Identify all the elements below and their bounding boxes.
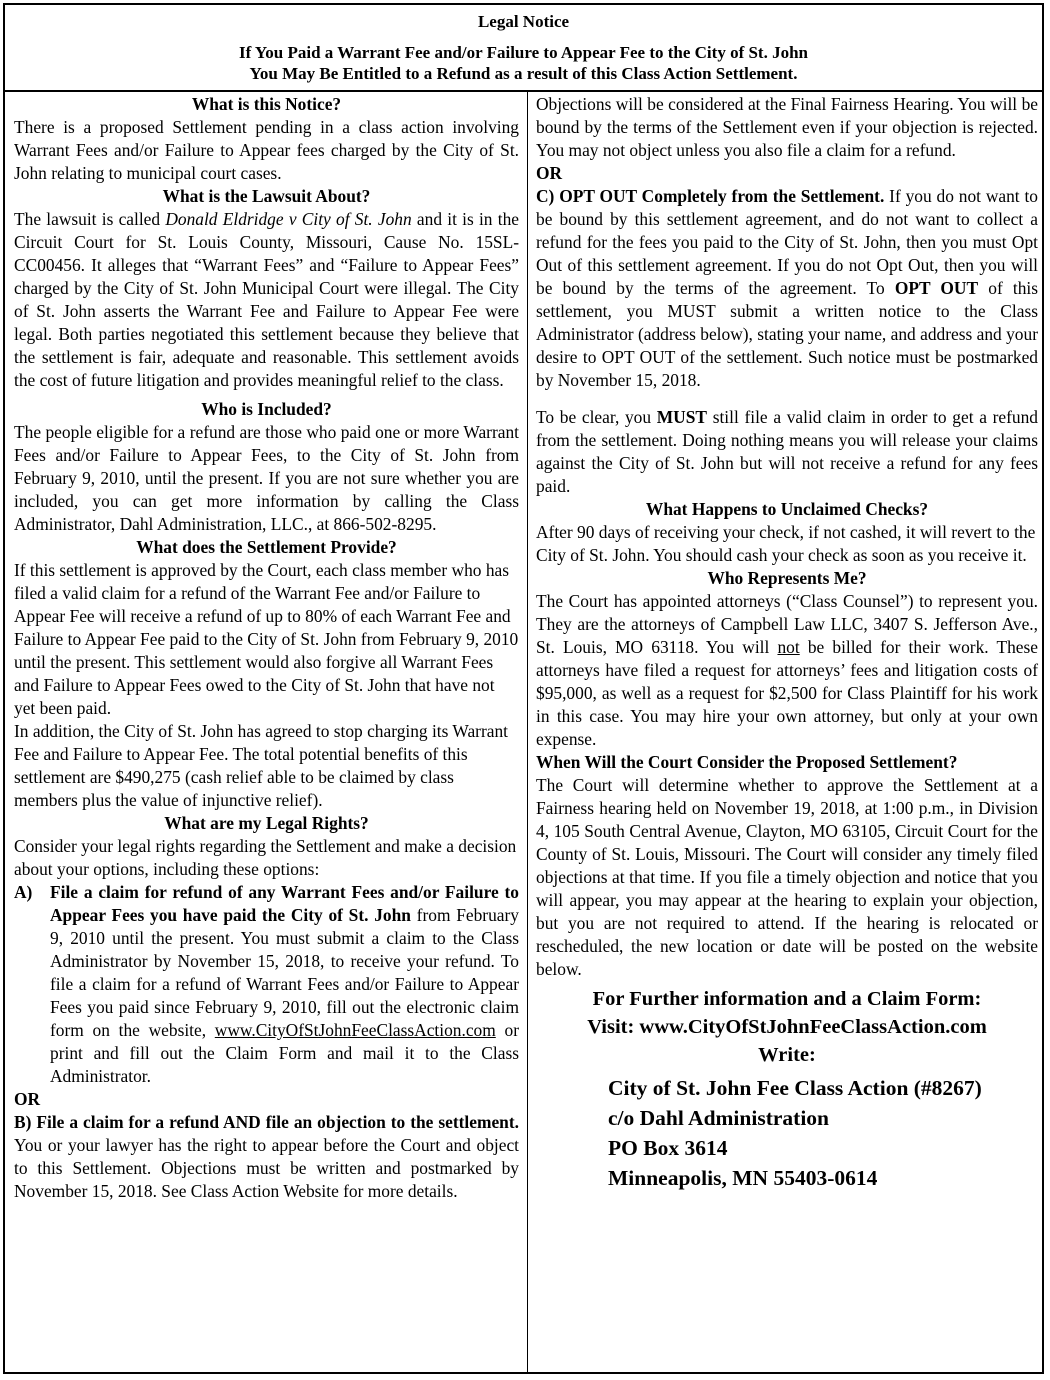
hearing-body: The Court will determine whether to approve the Settlement at a Fairness hearing held on November 19, 2018, at 1:00 p.m., in Division 4, 105 South Central Avenue, Clayton, MO 63105, Circuit Court for the County of St. Louis, Missouri. The Court will consider any timely filed objections at that time. If you file a timely objection and notice that you will appear, you may appear at the hearing to explain your objection, but you are not required to attend. If the hearing is relocated or rescheduled, the new location or date will be posted on the website below. [536,775,1038,979]
lawsuit-body [14,208,519,392]
section-heading-hearing: When Will the Court Consider the Proposed Settlement? [536,752,958,772]
option-a-bold: File a claim for refund of any Warrant Fees and/or Failure to Appear Fees you have paid the City of St. John [50,882,519,925]
address-line-1: City of St. John Fee Class Action (#8267) [608,1076,982,1100]
option-a-label: A) [14,882,33,902]
section-heading-what-is: What is this Notice? [191,94,342,114]
contact-block [536,985,1038,1069]
opt-out-bold: OPT OUT [894,278,979,298]
lawsuit-intro: The lawsuit is called [14,209,166,229]
notice-header [5,5,1042,84]
contact-line-write: Write: [758,1044,816,1066]
option-b [14,1111,519,1203]
represents-body: The Court has appointed attorneys (“Class Counsel”) to represent you. They are the attorneys of Campbell Law LLC, 3407 S. Jefferson Ave., St. Louis, MO 63118. You will not be billed for their work. These attorneys have filed a request for attorneys’ fees and litigation costs of $95,000, as well as a request for $2,500 for Class Plaintiff for his work in this case. You may hire your own attorney, but only at your own expense. [536,591,1038,749]
address-line-2: c/o Dahl Administration [608,1106,829,1130]
option-b-continued: Objections will be considered at the Final Fairness Hearing. You will be bound by the terms of the Settlement even if your objection is rejected. You may not object unless you also file a claim for a refund. [536,94,1038,160]
contact-line-info: For Further information and a Claim Form: [592,988,982,1010]
notice-subtitle-line-1: If You Paid a Warrant Fee and/or Failure to Appear Fee to the City of St. John [238,43,809,62]
claim-website-link[interactable]: www.CityOfStJohnFeeClassAction.com [214,1020,496,1040]
or-separator-2: OR [536,163,563,183]
option-c-bold: C) OPT OUT Completely from the Settlement. [536,186,885,206]
option-a [14,881,519,1088]
option-a-text: File a claim for refund of any Warrant Fees and/or Failure to Appear Fees you have paid the City of St. John from February 9, 2010 until the present. You must submit a claim to the Class Administrator by November 15, 2018, to receive your refund. To file a claim for a refund of Warrant Fees and/or Failure to Appear Fees you paid since February 9, 2010, fill out the electronic claim form on the website, www.CityOfStJohnFeeClassAction.com or print and fill out the Claim Form and mail it to the Class Administrator. [50,882,520,1086]
section-heading-lawsuit: What is the Lawsuit About? [162,186,371,206]
mailing-address [608,1073,1038,1193]
not-underlined: not [777,637,800,657]
what-is-body: There is a proposed Settlement pending in a class action involving Warrant Fees and/or Failure to Appear fees charged by the City of St. John relating to municipal court cases. [14,117,519,183]
section-heading-provide: What does the Settlement Provide? [136,537,397,557]
column-divider [527,92,528,1372]
header-divider [5,90,1042,92]
rights-intro: Consider your legal rights regarding the Settlement and make a decision about your options, including these options: [14,836,517,879]
or-separator-1: OR [14,1089,41,1109]
section-heading-unclaimed: What Happens to Unclaimed Checks? [645,499,929,519]
included-body: The people eligible for a refund are those who paid one or more Warrant Fees and/or Failure to Appear Fees, to the City of St. John from February 9, 2010, until the present. If you are not sure whether you are included, you can get more information by calling the Class Administrator, Dahl Administration, LLC., at 866-502-8295. [14,422,519,534]
case-name: Donald Eldridge v City of St. John [165,209,412,229]
option-c: C) OPT OUT Completely from the Settlement. If you do not want to be bound by this settlement agreement, and do not want to collect a refund for the fees you paid to the City of St. John, then you must Opt Out of this settlement agreement. If you do not Opt Out, then you will be bound by the terms of the agreement. To OPT OUT of this settlement, you MUST submit a written notice to the Class Administrator (address below), stating your name, and address and your desire to OPT OUT of the settlement. Such notice must be postmarked by November 15, 2018. [536,186,1039,390]
contact-line-visit[interactable]: Visit: www.CityOfStJohnFeeClassAction.com [587,1016,987,1038]
legal-notice-page [3,3,1044,1374]
section-heading-included: Who is Included? [201,399,332,419]
lawsuit-text: and it is in the Circuit Court for St. Louis County, Missouri, Cause No. 15SL-CC00456. It alleges that “Warrant Fees” and “Failure to Appear Fees” charged by the City of St. John Municipal Court were illegal. The City of St. John asserts the Warrant Fee and Failure to Appear Fee were legal. Both parties negotiated this settlement because they believe that the settlement is fair, adequate and reasonable. This settlement avoids the cost of future litigation and provides meaningful relief to the class. [14,209,519,390]
provide-paragraph-2: In addition, the City of St. John has agreed to stop charging its Warrant Fee and Failure to Appear Fee. The total potential benefits of this settlement are $490,275 (cash relief able to be claimed by class members plus the value of injunctive relief). [14,721,508,810]
to-be-clear-paragraph: To be clear, you MUST still file a valid claim in order to get a refund from the settlement. Doing nothing means you will release your claims against the City of St. John but will not receive a refund for any fees paid. [536,407,1038,496]
option-b-text: You or your lawyer has the right to appear before the Court and object to this Settlement. Objections must be written and postmarked by November 15, 2018. See Class Action Website for more details. [14,1135,519,1201]
section-heading-rights: What are my Legal Rights? [164,813,369,833]
address-line-4: Minneapolis, MN 55403-0614 [608,1166,878,1190]
unclaimed-body: After 90 days of receiving your check, if not cashed, it will revert to the City of St. John. You should cash your check as soon as you receive it. [536,522,1036,565]
section-heading-represents: Who Represents Me? [707,568,867,588]
left-column [14,93,519,1203]
provide-paragraph-1: If this settlement is approved by the Court, each class member who has filed a valid claim for a refund of the Warrant Fee and/or Failure to Appear Fee will receive a refund of up to 80% of each Warrant Fee and Failure to Appear Fee paid to the City of St. John from February 9, 2010 until the present. This settlement would also forgive all Warrant Fees and Failure to Appear Fees owed to the City of St. John that have not yet been paid. [14,560,519,718]
option-b-bold: B) File a claim for a refund AND file an objection to the settlement. [14,1112,519,1132]
address-line-3: PO Box 3614 [608,1136,728,1160]
must-bold: MUST [656,407,708,427]
right-column [536,93,1038,1193]
notice-title: Legal Notice [477,12,570,31]
notice-subtitle-line-2: You May Be Entitled to a Refund as a result of this Class Action Settlement. [249,64,798,83]
